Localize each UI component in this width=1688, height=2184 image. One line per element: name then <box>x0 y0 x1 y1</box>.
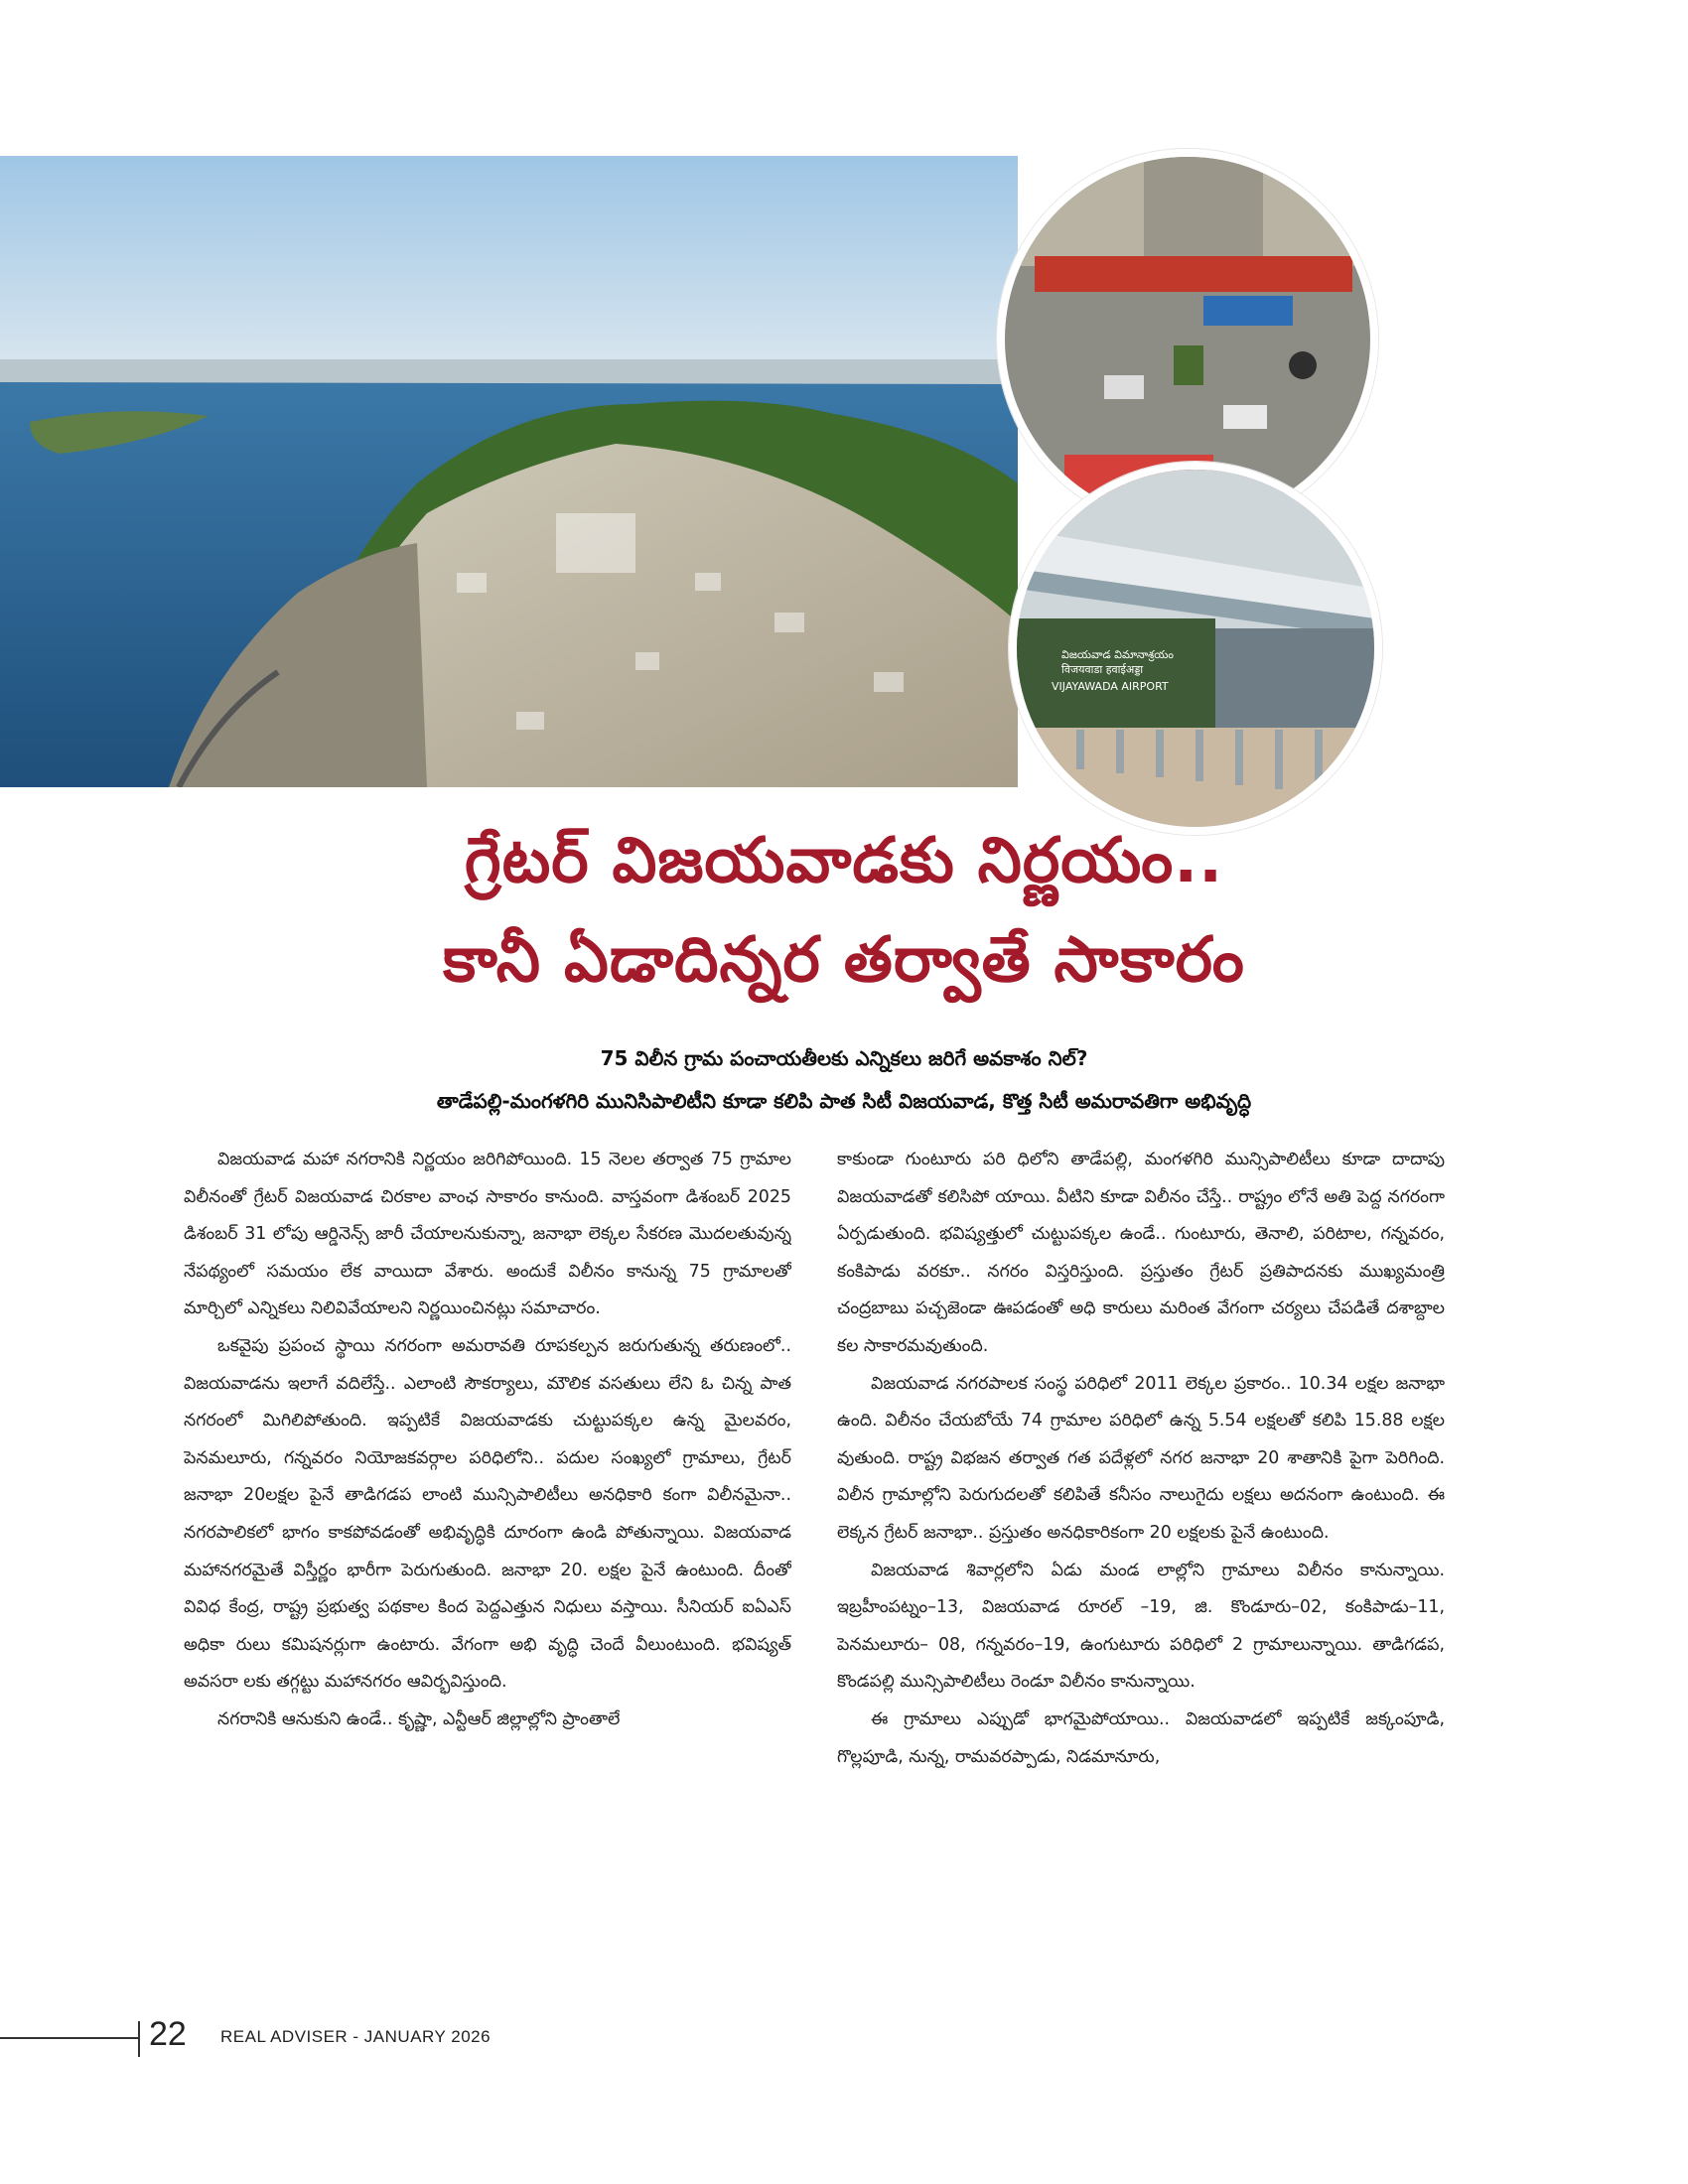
footer-divider <box>138 2021 140 2057</box>
paragraph: నగరానికి ఆనుకుని ఉండే.. కృష్ణా, ఎన్టీఆర్ జిల్లాల్లోని ప్రాంతాలే <box>217 1708 621 1729</box>
airport-terminal-image <box>1017 470 1374 827</box>
subhead-line-2: తాడేపల్లి-మంగళగిరి మునిసిపాలిటీని కూడా కలిపి పాత సిటీ విజయవాడ, కొత్త సిటీ అమరావతిగా అభివృద్ధి <box>436 1089 1252 1113</box>
article-column-left <box>184 1142 791 1936</box>
hero-aerial-photo <box>0 156 1018 787</box>
airport-sign-hindi: विजयवाडा हवाईअड्डा <box>1061 663 1144 676</box>
airport-sign-telugu: విజయవాడ విమానాశ్రయం <box>1061 648 1174 661</box>
paragraph: ఈ గ్రామాలు ఎప్పుడో భాగమైపోయాయి.. విజయవాడలో ఇప్పటికే జక్కంపూడి, గొల్లపూడి, నున్న, రామవరప్పాడు, నిడమానూరు, <box>837 1708 1445 1767</box>
airport-circle-photo <box>1009 462 1382 835</box>
article-column-right <box>837 1142 1445 1936</box>
page-number: 22 <box>149 2015 187 2053</box>
paragraph: విజయవాడ శివార్లలోని ఏడు మండ లాల్లోని గ్రామాలు విలీనం కానున్నాయి. ఇబ్రహీంపట్నం–13, విజయవాడ రూరల్ –19, జి. కొండూరు–02, కంకిపాడు–11, పెనమలూరు– 08, గన్నవరం–19, ఉంగుటూరు పరిధిలో 2 గ్రామాలున్నాయి. తాడిగడప, కొండపల్లి మున్సిపాలిటీలు రెండూ విలీనం కానున్నాయి. <box>837 1560 1445 1693</box>
headline-line-2: కానీ ఏడాదిన్నర తర్వాతే సాకారం <box>443 923 1245 996</box>
paragraph: విజయవాడ మహా నగరానికి నిర్ణయం జరిగిపోయింది. 15 నెలల తర్వాత 75 గ్రామాల విలీనంతో గ్రేటర్ విజయవాడ చిరకాల వాంఛ సాకారం కానుంది. వాస్తవంగా డిశంబర్ 2025 డిశంబర్ 31 లోపు ఆర్డినెన్స్ జారీ చేయాలనుకున్నా, జనాభా లెక్కల సేకరణ మొదలతువున్న నేపథ్యంలో సమయం లేక వాయిదా వేశారు. అందుకే విలీనం కానున్న 75 గ్రామాలతో మార్చిలో ఎన్నికలు నిలివివేయాలని నిర్ణయించినట్లు సమాచారం. <box>184 1150 791 1319</box>
airport-sign-english: VIJAYAWADA AIRPORT <box>1052 680 1169 693</box>
paragraph: విజయవాడ నగరపాలక సంస్థ పరిధిలో 2011 లెక్కల ప్రకారం.. 10.34 లక్షల జనాభా ఉంది. విలీనం చేయబోయే 74 గ్రామాల పరిధిలో ఉన్న 5.54 లక్షలతో కలిపి 15.88 లక్షల వుతుంది. రాష్ట్ర విభజన తర్వాత గత పదేళ్లలో నగర జనాభా 20 శాతానికి పైగా పెరిగింది. విలీన గ్రామాల్లోని పెరుగుదలతో కలిపితే కనీసం నాలుగైదు లక్షలు అదనంగా ఉంటుంది. ఈ లెక్కన గ్రేటర్ జనాభా.. ప్రస్తుతం అనధికారికంగా 20 లక్షలకు పైనే ఉంటుంది. <box>837 1373 1445 1543</box>
publication-footer: REAL ADVISER - JANUARY 2026 <box>220 2027 492 2046</box>
footer-rule <box>0 2037 139 2039</box>
paragraph: కాకుండా గుంటూరు పరి ధిలోని తాడేపల్లి, మంగళగిరి మున్సిపాలిటీలు కూడా దాదాపు విజయవాడతో కలిసిపో యాయి. వీటిని కూడా విలీనం చేస్తే.. రాష్ట్రం లోనే అతి పెద్ద నగరంగా ఏర్పడుతుంది. భవిష్యత్తులో చుట్టుపక్కల ఉండే.. గుంటూరు, తెనాలి, పరిటాల, గన్నవరం, కంకిపాడు వరకూ.. నగరం విస్తరిస్తుంది. ప్రస్తుతం గ్రేటర్ ప్రతిపాదనకు ముఖ్యమంత్రి చంద్రబాబు పచ్చజెండా ఊపడంతో అధి కారులు మరింత వేగంగా చర్యలు చేపడితే దశాబ్దాల కల సాకారమవుతుంది. <box>837 1150 1445 1356</box>
subhead-line-1: 75 విలీన గ్రామ పంచాయతీలకు ఎన్నికలు జరిగే అవకాశం నిల్? <box>600 1046 1088 1070</box>
aerial-city-river-image <box>0 156 1018 787</box>
headline-line-1: గ్రేటర్ విజయవాడకు నిర్ణయం.. <box>464 824 1224 896</box>
paragraph: ఒకవైపు ప్రపంచ స్థాయి నగరంగా అమరావతి రూపకల్పన జరుగుతున్న తరుణంలో.. విజయవాడను ఇలాగే వదిలేస్తే.. ఎలాంటి సౌకర్యాలు, మౌలిక వసతులు లేని ఓ చిన్న పాత నగరంలో మిగిలిపోతుంది. ఇప్పటికే విజయవాడకు చుట్టుపక్కల ఉన్న మైలవరం, పెనమలూరు, గన్నవరం నియోజకవర్గాల పరిధిలోని.. పదుల సంఖ్యలో గ్రామాలు, గ్రేటర్ జనాభా 20లక్షల పైనే తాడిగడప లాంటి మున్సిపాలిటీలు అనధికారి కంగా విలీనమైనా.. నగరపాలికలో భాగం కాకపోవడంతో అభివృద్ధికి దూరంగా ఉండి పోతున్నాయి. విజయవాడ మహానగరమైతే విస్తీర్ణం భారీగా పెరుగుతుంది. జనాభా 20. లక్షల పైనే ఉంటుంది. దీంతో వివిధ కేంద్ర, రాష్ట్ర ప్రభుత్వ పథకాల కింద పెద్దఎత్తున నిధులు వస్తాయి. సీనియర్ ఐఏఎస్ అధికా రులు కమిషనర్లుగా ఉంటారు. వేగంగా అభి వృద్ధి చెందే వీలుంటుంది. భవిష్యత్ అవసరా లకు తగ్గట్టు మహానగరం ఆవిర్భవిస్తుంది. <box>184 1335 791 1693</box>
